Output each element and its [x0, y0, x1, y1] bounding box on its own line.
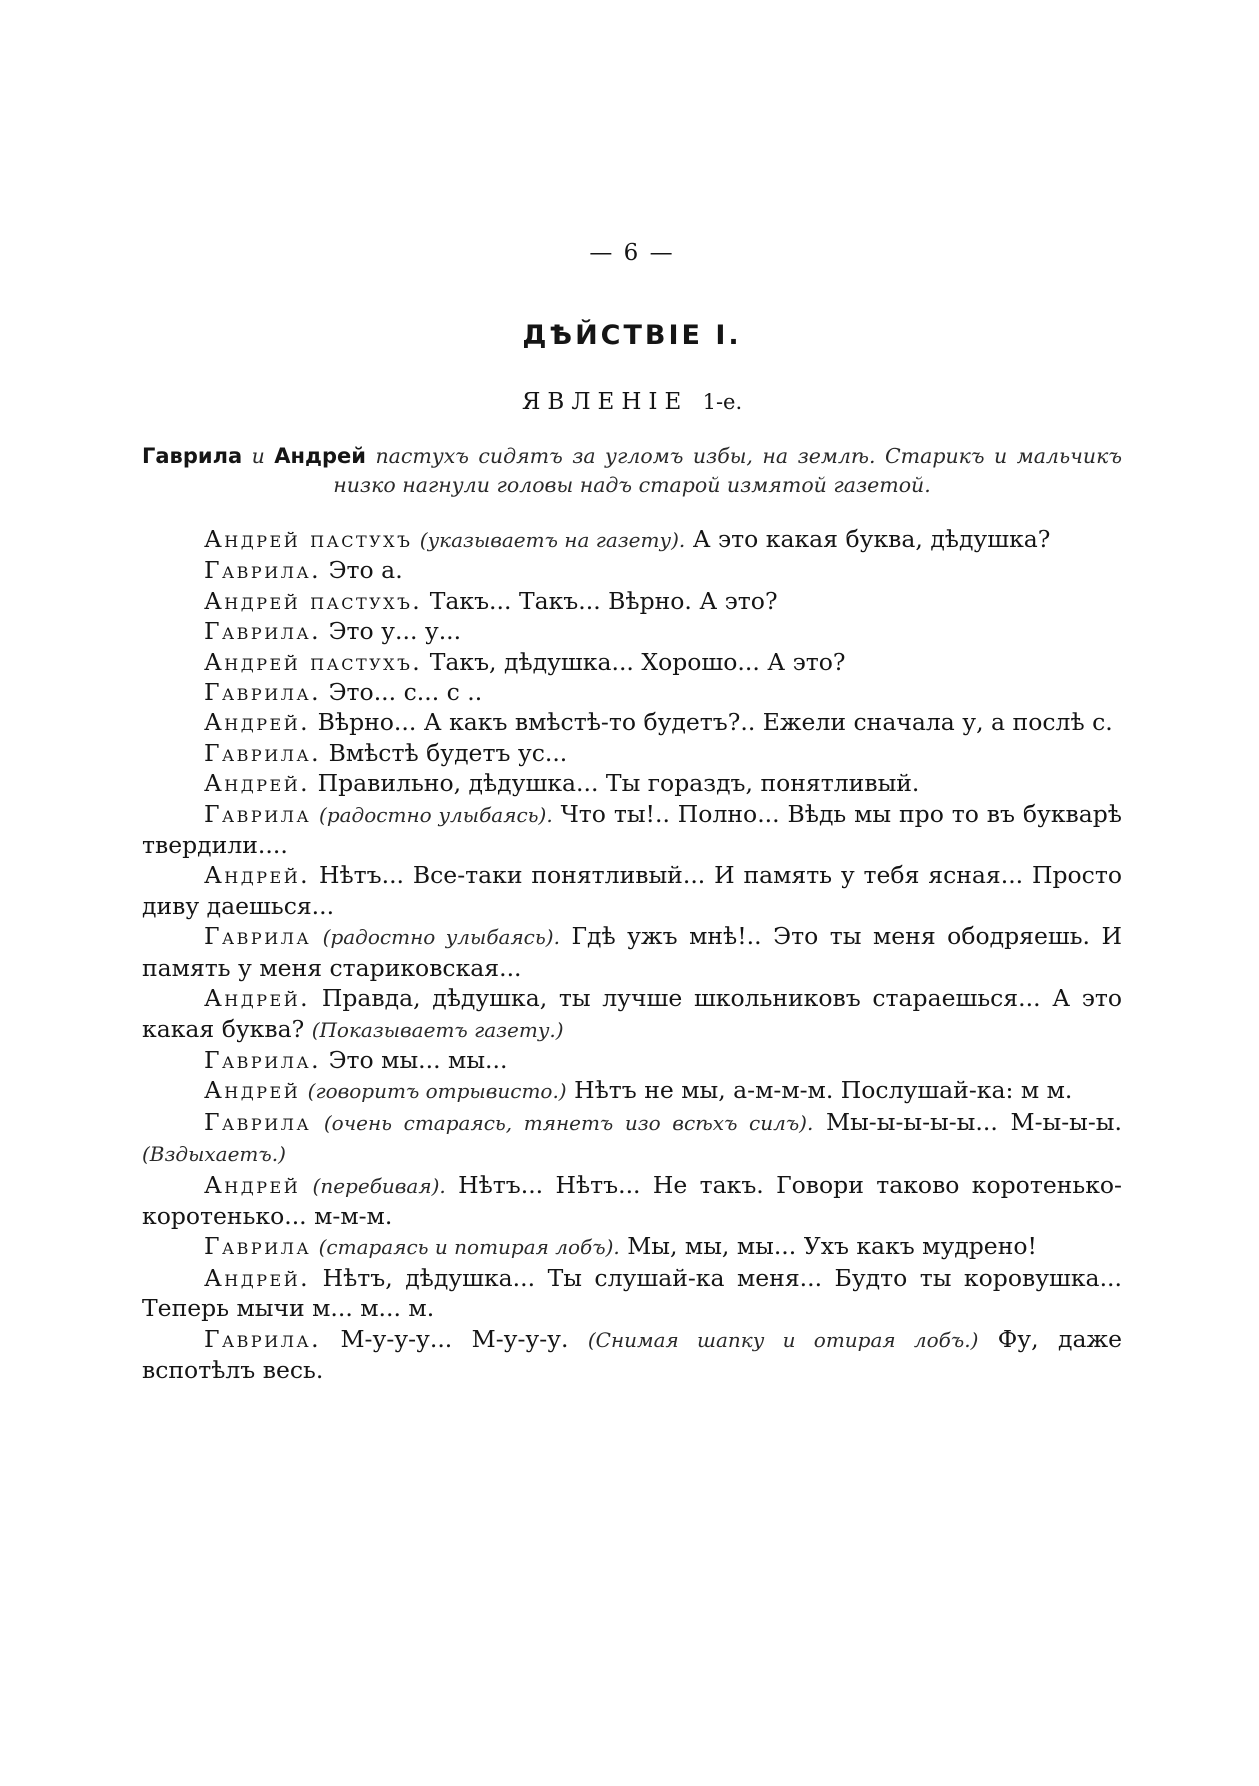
- dialogue-line: [142, 586, 1122, 616]
- dialogue-line: [142, 647, 1122, 677]
- stage-direction-inline: (стараясь и потирая лобъ).: [318, 1235, 620, 1260]
- speech-text: Нѣтъ... Нѣтъ... Не такъ. Говори таково коротенько-коротенько... м-м-м.: [142, 1170, 1122, 1230]
- page-number: — 6 —: [589, 240, 675, 266]
- stage-direction-inline: (Снимая шапку и отирая лобъ.): [587, 1327, 979, 1352]
- dialogue-line: [142, 768, 1122, 798]
- stage-direction-inline: (перебивая).: [312, 1173, 446, 1198]
- dialogue-line: [142, 1263, 1122, 1324]
- speech-text: Фу, даже вспотѣлъ весь.: [142, 1324, 1122, 1384]
- speaker-name: Андрей: [204, 1170, 301, 1199]
- dialogue-line: [142, 1075, 1122, 1106]
- scene-title: ЯВЛЕНІЕ: [521, 389, 689, 415]
- dialogue-line: [142, 983, 1122, 1045]
- speech-text: Нѣтъ, дѣдушка... Ты слушай-ка меня... Будто ты коровушка... Теперь мычи м... м... м.: [142, 1263, 1122, 1323]
- speaker-name: Андрей пастухъ: [204, 525, 413, 553]
- dialogue-line: [142, 1107, 1122, 1170]
- dialogue-line: [142, 1045, 1122, 1075]
- speech-text: Вмѣстѣ будетъ ус...: [328, 738, 568, 767]
- stage-direction-inline: (говоритъ отрывисто.): [307, 1079, 567, 1104]
- speaker-name: Гаврила.: [204, 1324, 322, 1353]
- speaker-name: Гаврила.: [204, 738, 322, 767]
- stage-direction-inline: (указываетъ на газету).: [419, 528, 686, 552]
- speech-text: Вѣрно... А какъ вмѣстѣ-то будетъ?.. Ежели сначала у, а послѣ с.: [317, 708, 1113, 737]
- speaker-name: Гаврила: [204, 1107, 312, 1136]
- speech-text: Такъ, дѣдушка... Хорошо... А это?: [429, 647, 846, 676]
- character-name: Андрей: [274, 444, 366, 468]
- speech-text: М-у-у-у... М-у-у-у.: [340, 1324, 569, 1353]
- speaker-name: Гаврила: [204, 1232, 312, 1261]
- character-name: Гаврила: [142, 444, 243, 468]
- speech-text: Правильно, дѣдушка... Ты гораздъ, понятливый.: [317, 769, 920, 798]
- stage-conjunction: и: [251, 444, 265, 468]
- speech-text: Что ты!.. Полно... Вѣдь мы про то въ букварѣ твердили....: [142, 799, 1122, 860]
- speech-text: Это... с... с ..: [328, 678, 483, 707]
- speaker-name: Гаврила.: [204, 617, 322, 646]
- dialogue-line: [142, 1231, 1122, 1262]
- speech-text: Гдѣ ужъ мнѣ!.. Это ты меня ободряешь. И память у меня стариковская...: [142, 922, 1122, 982]
- stage-direction-inline: (очень стараясь, тянетъ изо всѣхъ силъ).: [323, 1110, 814, 1135]
- stage-direction-inline: (Вздыхаетъ.): [142, 1142, 286, 1167]
- dialogue-line: [142, 860, 1122, 921]
- speaker-name: Андрей.: [204, 984, 311, 1013]
- stage-direction-inline: (радостно улыбаясь).: [319, 802, 553, 827]
- speech-text: Мы-ы-ы-ы-ы... М-ы-ы-ы.: [826, 1107, 1122, 1136]
- speaker-name: Андрей.: [204, 1263, 311, 1292]
- dialogue-line: [142, 1170, 1122, 1232]
- speech-text: Нѣтъ... Все-таки понятливый... И память у тебя ясная... Просто диву даешься...: [142, 861, 1122, 920]
- speaker-name: Андрей пастухъ.: [204, 647, 423, 676]
- speaker-name: Андрей.: [204, 861, 311, 890]
- speaker-name: Гаврила.: [204, 1045, 322, 1074]
- speech-text: Это мы... мы...: [328, 1045, 508, 1074]
- dialogue-line: [142, 799, 1122, 861]
- act-title: ДѢЙСТВІЕ І.: [522, 320, 742, 351]
- speech-text: А это какая буква, дѣдушка?: [692, 525, 1051, 553]
- dialogue: [142, 524, 1122, 1385]
- speaker-name: Андрей.: [204, 708, 311, 737]
- speech-text: Нѣтъ не мы, а-м-м-м. Послушай-ка: м м.: [574, 1076, 1073, 1105]
- speaker-name: Гаврила: [204, 799, 312, 828]
- speech-text: Это а.: [328, 556, 403, 585]
- dialogue-line: [142, 921, 1122, 983]
- speaker-name: Андрей пастухъ.: [204, 586, 423, 615]
- speech-text: Мы, мы, мы... Ухъ какъ мудрено!: [627, 1232, 1037, 1261]
- stage-direction-inline: (Показываетъ газету.): [311, 1017, 564, 1042]
- dialogue-line: [142, 738, 1122, 768]
- dialogue-line: [142, 707, 1122, 737]
- dialogue-line: [142, 616, 1122, 646]
- speech-text: Такъ... Такъ... Вѣрно. А это?: [429, 586, 778, 615]
- scene-heading: [142, 389, 1122, 415]
- dialogue-line: [142, 555, 1122, 585]
- speech-text: Это у... у...: [328, 617, 462, 646]
- dialogue-line: [142, 524, 1122, 555]
- book-page: [142, 0, 1122, 1786]
- stage-direction-inline: (радостно улыбаясь).: [322, 925, 560, 950]
- speaker-name: Гаврила.: [204, 678, 322, 707]
- scene-number: 1-е.: [702, 390, 743, 414]
- stage-direction: [142, 442, 1122, 500]
- speech-text: Правда, дѣдушка, ты лучше школьниковъ стараешься... А это какая буква?: [142, 984, 1122, 1043]
- stage-text: пастухъ сидятъ за угломъ избы, на землѣ. Старикъ и мальчикъ низко нагнули головы надъ старой измятой газетой.: [333, 444, 1122, 497]
- speaker-name: Андрей.: [204, 769, 311, 798]
- speaker-name: Андрей: [204, 1076, 301, 1105]
- speaker-name: Гаврила: [204, 922, 312, 951]
- dialogue-line: [142, 1324, 1122, 1386]
- speaker-name: Гаврила.: [204, 556, 322, 585]
- dialogue-line: [142, 677, 1122, 707]
